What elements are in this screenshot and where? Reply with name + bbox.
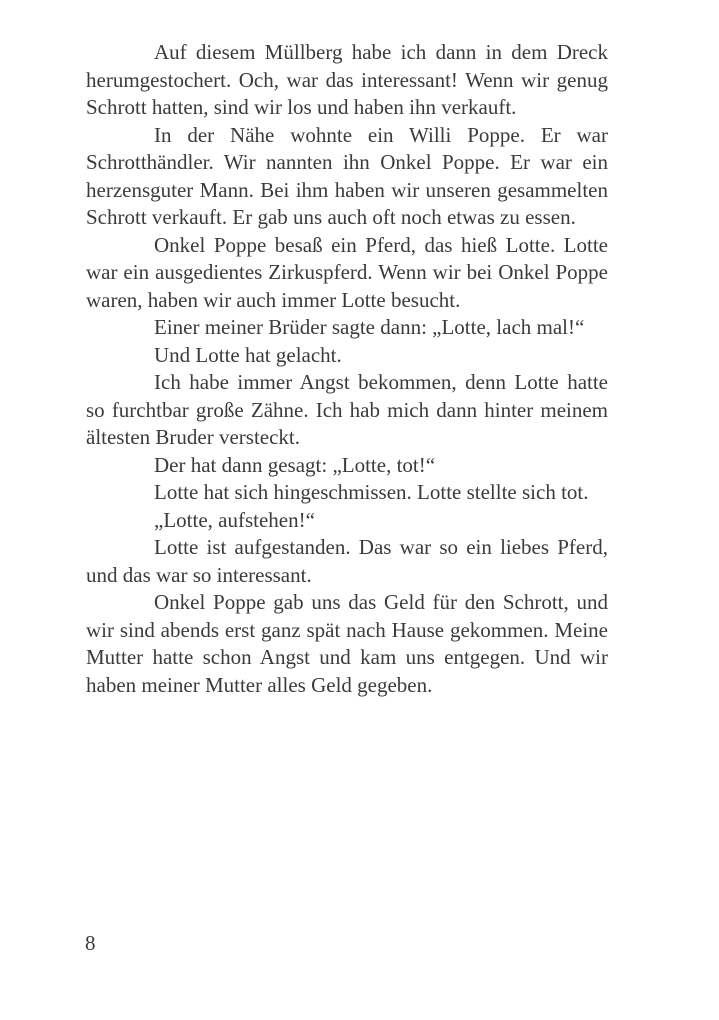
- paragraph: Auf diesem Müllberg habe ich dann in dem Dreck herumgestochert. Och, war das interessant! Wenn wir genug Schrott hatten, sind wir los und haben ihn verkauft.: [86, 40, 608, 119]
- paragraph: Lotte hat sich hingeschmissen. Lotte stellte sich tot.: [154, 480, 589, 504]
- page-body: [86, 39, 608, 699]
- paragraph: In der Nähe wohnte ein Willi Poppe. Er war Schrotthändler. Wir nannten ihn Onkel Poppe. Er war ein herzensguter Mann. Bei ihm haben wir unseren gesammelten Schrott verkauft. Er gab uns auch oft noch etwas zu essen.: [86, 122, 608, 229]
- paragraph: Einer meiner Brüder sagte dann: „Lotte, lach mal!“: [154, 315, 585, 339]
- paragraph: Lotte ist aufgestanden. Das war so ein liebes Pferd, und das war so interessant.: [86, 535, 608, 587]
- paragraph: Ich habe immer Angst bekommen, denn Lotte hatte so furchtbar große Zähne. Ich hab mich dann hinter meinem ältesten Bruder versteckt.: [86, 370, 608, 449]
- paragraph: Und Lotte hat gelacht.: [154, 342, 342, 367]
- page-number: 8: [85, 931, 96, 955]
- paragraph: Onkel Poppe besaß ein Pferd, das hieß Lotte. Lotte war ein ausgedientes Zirkuspferd. Wenn wir bei Onkel Poppe waren, haben wir auch immer Lotte besucht.: [86, 232, 608, 312]
- paragraph: Onkel Poppe gab uns das Geld für den Schrott, und wir sind abends erst ganz spät nach Hause gekommen. Meine Mutter hatte schon Angst und kam uns entgegen. Und wir haben meiner Mutter alles Geld gegeben.: [86, 590, 608, 697]
- paragraph: „Lotte, aufstehen!“: [154, 507, 315, 532]
- paragraph: Der hat dann gesagt: „Lotte, tot!“: [154, 452, 436, 477]
